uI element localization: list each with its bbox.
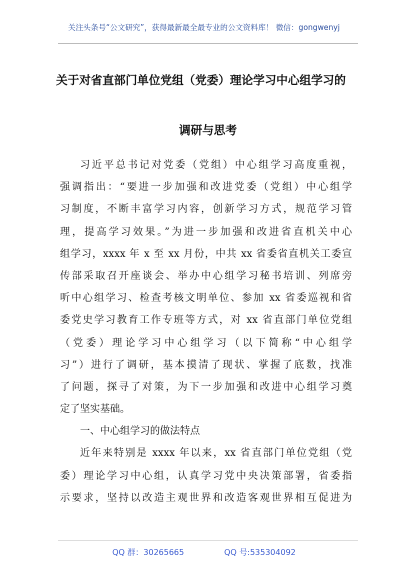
footer-divider (58, 540, 358, 541)
body-line: （党委）理论学习中心组学习（以下简称“中心组学 (60, 337, 352, 349)
body-line: 强调指出：“要进一步加强和改进党委（党组）中心组学 (60, 182, 352, 194)
body-line: 传部采取召开座谈会、举办中心组学习秘书培训、列席旁 (60, 270, 352, 282)
body-line: 定了坚实基础。 (60, 404, 130, 416)
document-body (60, 155, 352, 510)
body-line: 近年来特别是 xxxx 年以来，xx 省直部门单位党组（党 (80, 448, 352, 460)
body-line: 委党史学习教育工作专班等方式，对 xx 省直部门单位党组 (60, 315, 352, 327)
footer-qq-group: QQ 群：30265665 (112, 548, 185, 557)
document-title-line-1: 关于对省直部门单位党组（党委）理论学习中心组学习的 (56, 73, 346, 87)
document-title-line-2: 调研与思考 (179, 123, 237, 137)
footer-contact (0, 547, 408, 558)
header-note: 关注头条号“公文研究”，获得最新最全最专业的公文资料库！ 微信：gongwenyj (68, 23, 340, 32)
section-heading: 一、中心组学习的做法特点 (80, 426, 200, 438)
body-line: 习近平总书记对党委（党组）中心组学习高度重视， (80, 160, 352, 171)
body-line: 习制度，不断丰富学习内容，创新学习方式，规范学习管 (60, 204, 352, 216)
body-line: 委）理论学习中心组，认真学习党中央决策部署，省委指 (60, 470, 352, 482)
footer-qq-number: QQ 号:535304092 (224, 548, 296, 557)
body-line: 习”）进行了调研，基本摸清了现状、掌握了底数，找准 (60, 359, 352, 371)
body-line: 听中心组学习、检查考核文明单位、参加 xx 省委巡视和省 (60, 293, 352, 305)
body-line: 理，提高学习效果。”为进一步加强和改进省直机关中心 (60, 226, 352, 238)
body-line: 了问题，探寻了对策，为下一步加强和改进中心组学习奠 (60, 381, 352, 393)
header-divider (58, 43, 358, 44)
body-line: 组学习，xxxx 年 x 至 xx 月份，中共 xx 省委省直机关工委宣 (60, 248, 352, 260)
body-line: 示要求，坚持以改造主观世界和改造客观世界相互促进为 (60, 492, 352, 504)
